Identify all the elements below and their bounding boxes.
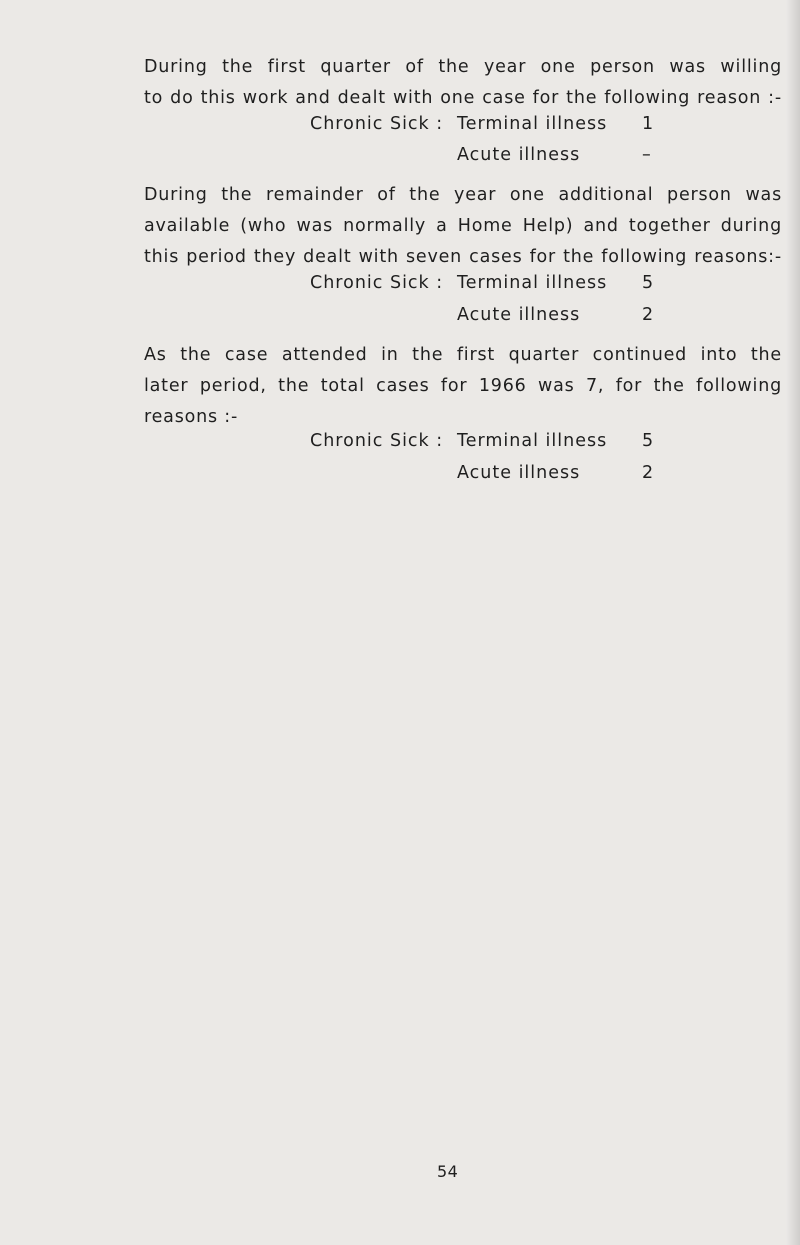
paragraph-remainder: [144, 180, 782, 273]
table1-category: Chronic Sick :: [310, 114, 444, 134]
paragraph-line: later period, the total cases for 1966 was 7, for the following: [144, 376, 782, 396]
paragraph-first-quarter: [144, 52, 782, 114]
table1-count-acute: –: [642, 145, 652, 165]
paragraph-line: reasons :-: [144, 407, 239, 427]
table1-count-terminal: 1: [642, 114, 655, 134]
paragraph-line: During the first quarter of the year one person was willing: [144, 57, 782, 77]
page-edge-shadow: [786, 0, 800, 1245]
paragraph-line: available (who was normally a Home Help) and together during: [144, 216, 782, 236]
table3-count-acute: 2: [642, 463, 655, 483]
table2-count-terminal: 5: [642, 273, 655, 293]
page-number: 54: [437, 1162, 459, 1181]
table3-count-terminal: 5: [642, 431, 655, 451]
paragraph-total-cases: [144, 340, 782, 433]
table1-illness-acute: Acute illness: [457, 145, 581, 165]
table3-category: Chronic Sick :: [310, 431, 444, 451]
table2-count-acute: 2: [642, 305, 655, 325]
table1-illness-terminal: Terminal illness: [457, 114, 608, 134]
table2-category: Chronic Sick :: [310, 273, 444, 293]
paragraph-line: to do this work and dealt with one case for the following reason :-: [144, 88, 782, 108]
table2-illness-terminal: Terminal illness: [457, 273, 608, 293]
table3-illness-terminal: Terminal illness: [457, 431, 608, 451]
paragraph-line: During the remainder of the year one additional person was: [144, 185, 782, 205]
paragraph-line: this period they dealt with seven cases for the following reasons:-: [144, 247, 782, 267]
table3-illness-acute: Acute illness: [457, 463, 581, 483]
table2-illness-acute: Acute illness: [457, 305, 581, 325]
paragraph-line: As the case attended in the first quarter continued into the: [144, 345, 782, 365]
